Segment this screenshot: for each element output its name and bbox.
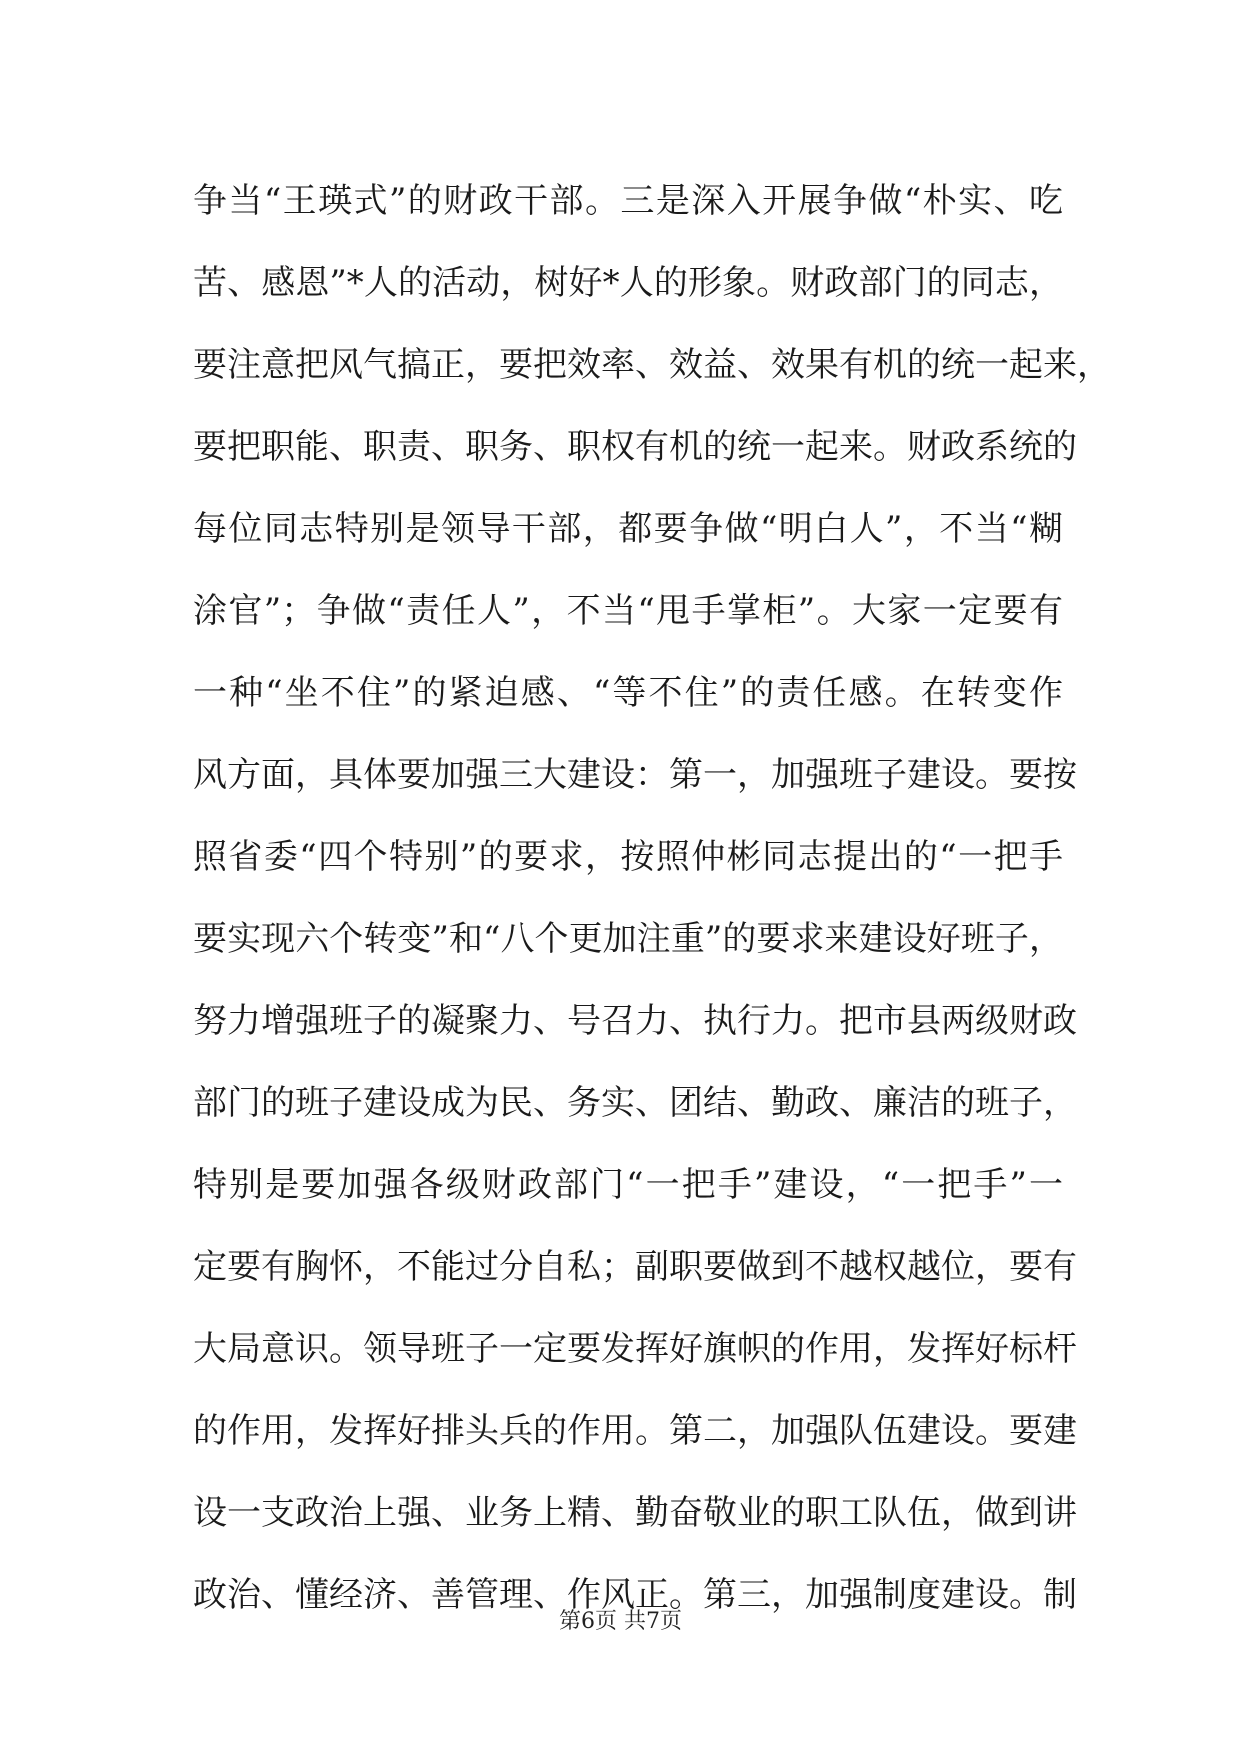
text-line: 争当“王瑛式”的财政干部。三是深入开展争做“朴实、吃	[193, 181, 1063, 221]
text-line: 努力增强班子的凝聚力、号召力、执行力。把市县两级财政	[193, 1001, 1077, 1041]
text-line: 风方面，具体要加强三大建设：第一，加强班子建设。要按	[193, 755, 1077, 795]
text-line: 定要有胸怀，不能过分自私；副职要做到不越权越位，要有	[193, 1247, 1077, 1287]
text-line: 一种“坐不住”的紧迫感、“等不住”的责任感。在转变作	[193, 673, 1063, 713]
text-line: 政治、懂经济、善管理、作风正。第三，加强制度建设。制	[193, 1575, 1077, 1615]
text-line: 要把职能、职责、职务、职权有机的统一起来。财政系统的	[193, 427, 1077, 467]
text-line: 设一支政治上强、业务上精、勤奋敬业的职工队伍，做到讲	[193, 1493, 1077, 1533]
text-line: 要实现六个转变”和“八个更加注重”的要求来建设好班子，	[193, 919, 1063, 959]
body-text	[193, 160, 1111, 1636]
text-line: 每位同志特别是领导干部，都要争做“明白人”，不当“糊	[193, 509, 1063, 549]
text-line: 的作用，发挥好排头兵的作用。第二，加强队伍建设。要建	[193, 1411, 1077, 1451]
text-line: 苦、感恩”*人的活动，树好*人的形象。财政部门的同志，	[193, 263, 1063, 303]
text-line: 大局意识。领导班子一定要发挥好旗帜的作用，发挥好标杆	[193, 1329, 1077, 1369]
text-line: 特别是要加强各级财政部门“一把手”建设，“一把手”一	[193, 1165, 1063, 1205]
text-line: 照省委“四个特别”的要求，按照仲彬同志提出的“一把手	[193, 837, 1063, 877]
text-line: 部门的班子建设成为民、务实、团结、勤政、廉洁的班子，	[193, 1083, 1077, 1123]
page-number-footer: 第6页 共7页	[559, 1609, 682, 1634]
text-line: 涂官”；争做“责任人”，不当“甩手掌柜”。大家一定要有	[193, 591, 1063, 631]
text-line: 要注意把风气搞正，要把效率、效益、效果有机的统一起来，	[193, 345, 1111, 385]
